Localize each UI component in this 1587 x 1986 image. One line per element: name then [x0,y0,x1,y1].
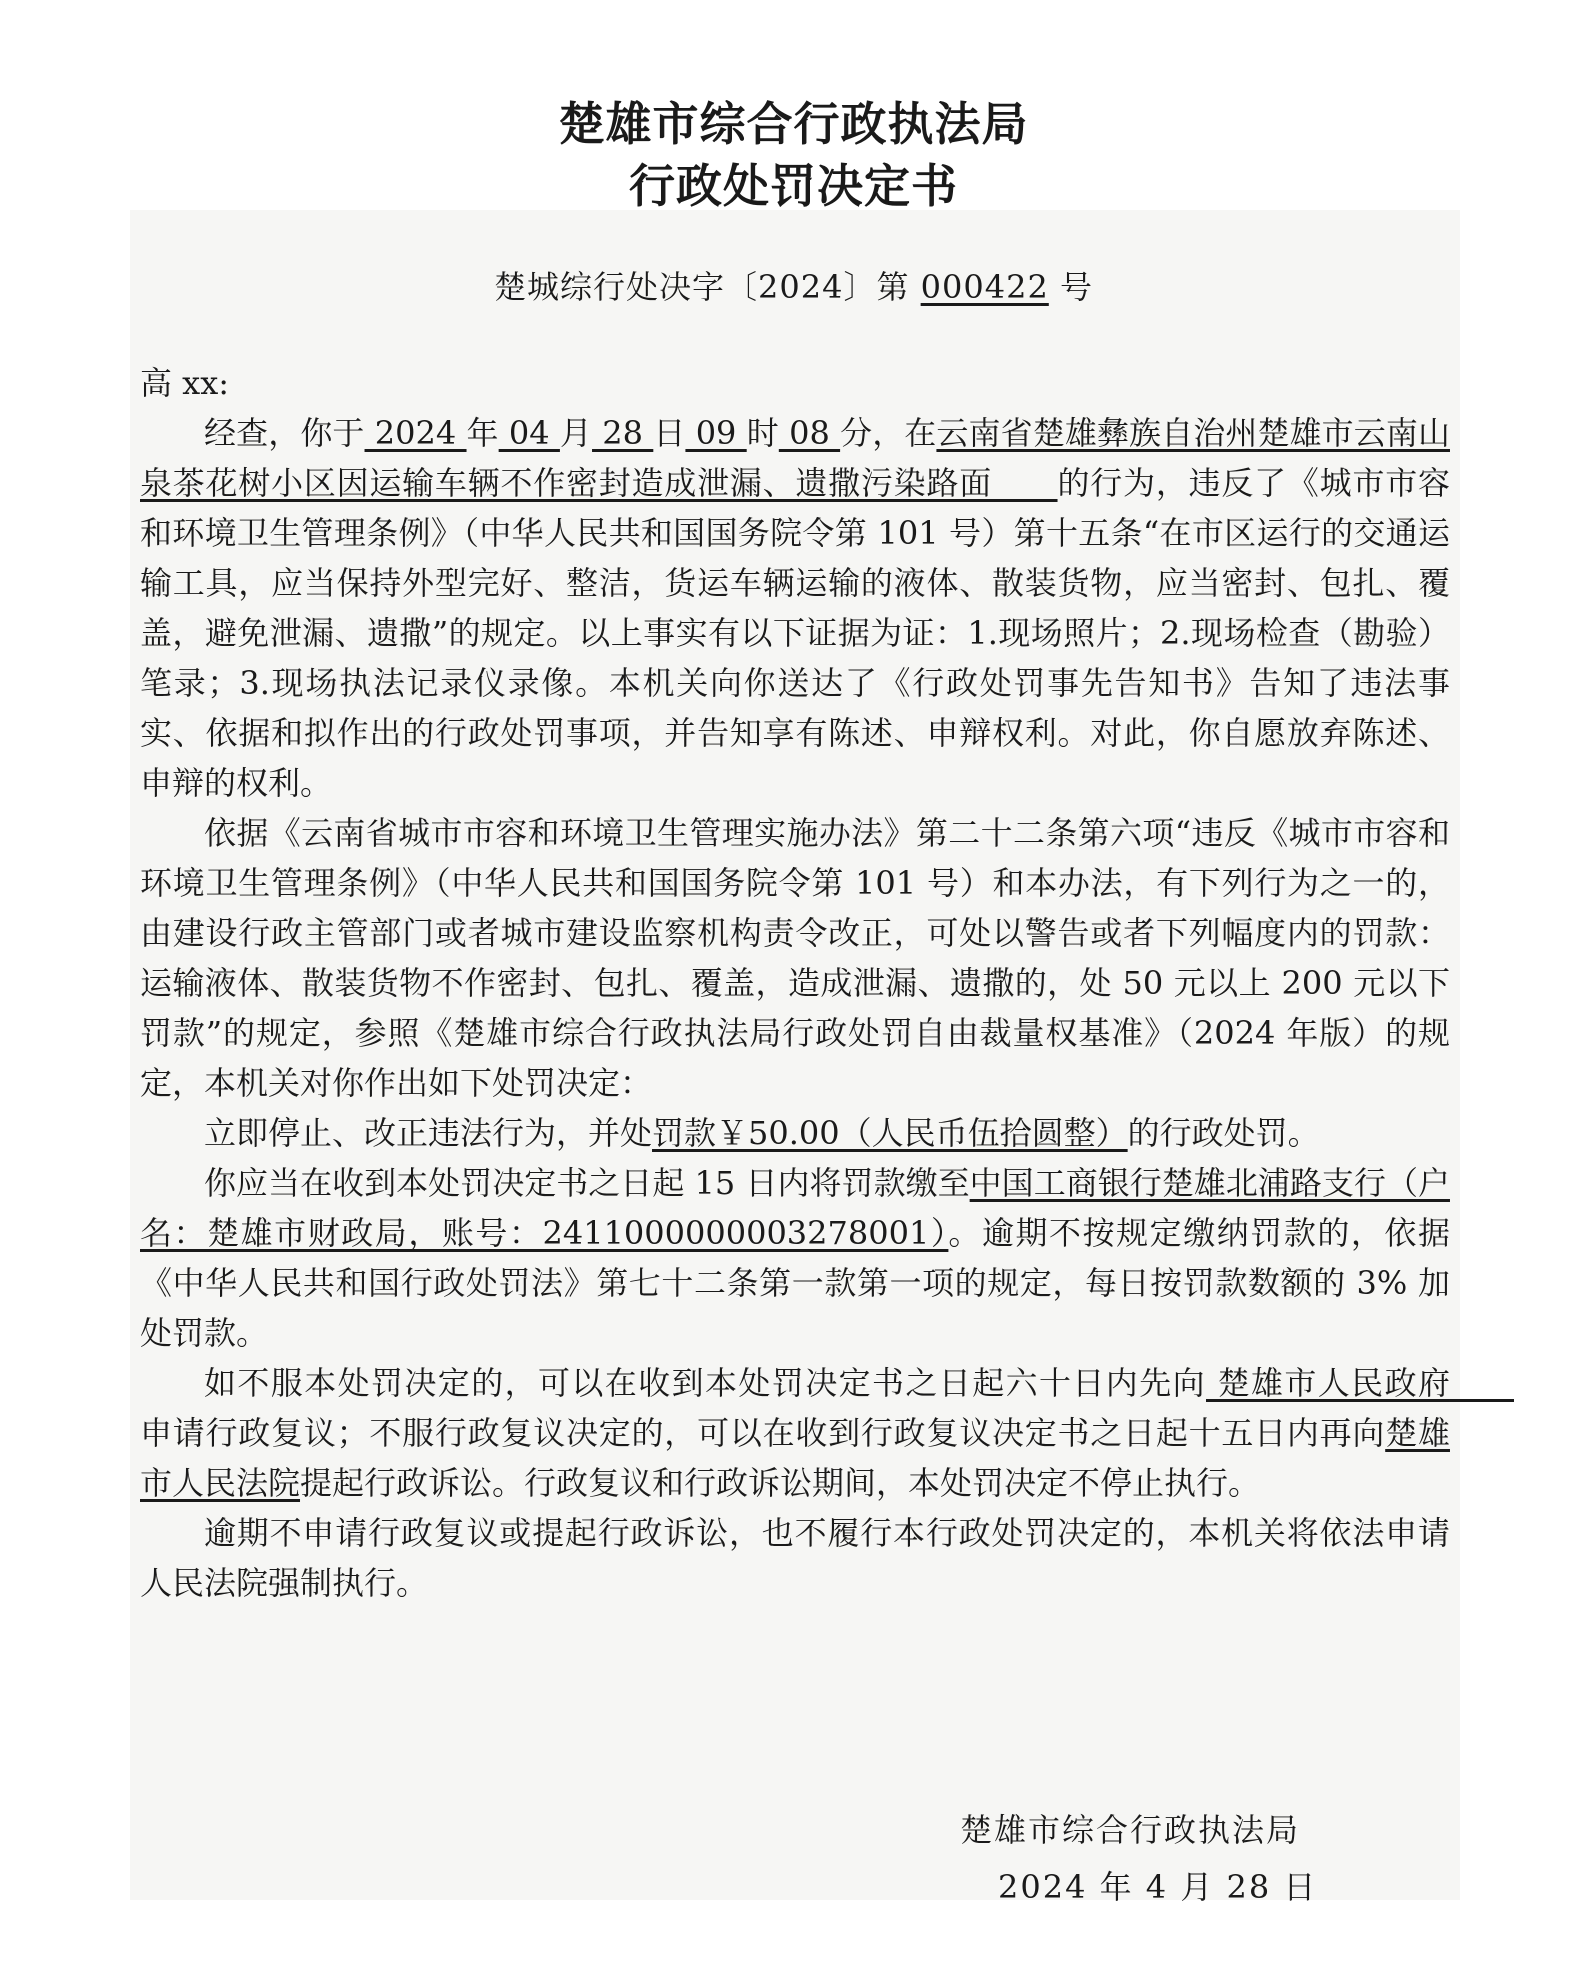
text-segment: 的行政处罚。 [1127,1114,1320,1152]
text-segment: 分，在 [840,414,937,452]
addressee: 高 xx: [140,364,230,402]
filled-day: 28 [592,414,654,452]
document-body [140,358,1514,1608]
filled-year: 2024 [364,414,467,452]
document-number-value: 000422 [920,268,1049,306]
text-segment: 日 [653,414,686,452]
filled-violation-place: 云南省楚雄彝族自治州楚雄市云南山泉茶花树小区因运输车辆不作密封造成泄漏、遗撒污染路面 [140,414,1450,502]
text-segment: 提起行政诉讼。行政复议和行政诉讼期间，本处罚决定不停止执行。 [300,1464,1261,1502]
text-segment: 经查，你于 [204,414,365,452]
filled-month: 04 [498,414,560,452]
text-segment: 月 [559,414,593,452]
text-segment: 如不服本处罚决定的，可以在收到本处罚决定书之日起六十日内先向 [204,1364,1206,1402]
text-segment: 。逾期不按规定缴纳罚款的，依据《中华人民共和国行政处罚法》第七十二条第一款第一项的规定，每日按罚款数额的 3% 加处罚款。 [140,1214,1450,1352]
document-number [0,262,1587,308]
text-segment: 你应当在收到本处罚决定书之日起 15 日内将罚款缴至 [204,1164,970,1202]
paragraph-payment [140,1158,1450,1358]
paragraph-decision [140,1108,1450,1158]
text-segment: 申请行政复议；不服行政复议决定的，可以在收到行政复议决定书之日起十五日内再向 [140,1414,1386,1452]
paragraph-enforcement: 逾期不申请行政复议或提起行政诉讼，也不履行本行政处罚决定的，本机关将依法申请人民法院强制执行。 [140,1514,1450,1602]
filled-review-authority: 楚雄市人民政府 [1206,1364,1514,1402]
filled-minute: 08 [778,414,841,452]
org-title: 楚雄市综合行政执法局 [558,97,1029,151]
signature-org: 楚雄市综合行政执法局 [960,1811,1301,1849]
paragraph-facts [140,408,1450,808]
signature-date: 2024 年 4 月 28 日 [998,1868,1318,1906]
filled-bank-account: 中国工商银行楚雄北浦路支行（户名：楚雄市财政局，账号：2411000000003278001） [140,1164,1450,1252]
document-number-suffix: 号 [1059,268,1093,306]
document-number-prefix: 楚城综行处决字〔2024〕第 [494,268,910,306]
text-segment: 的行为，违反了《城市市容和环境卫生管理条例》（中华人民共和国国务院令第 101 号）第十五条“在市区运行的交通运输工具，应当保持外型完好、整洁，货运车辆运输的液体、散装货物，应当密封、包扎、覆盖，避免泄漏、遗撒”的规定。以上事实有以下证据为证：1.现场照片；2.现场检查（勘验）笔录；3.现场执法记录仪录像。本机关向你送达了《行政处罚事先告知书》告知了违法事实、依据和拟作出的行政处罚事项，并告知享有陈述、申辩权利。对此，你自愿放弃陈述、申辩的权利。 [140,464,1450,802]
filled-fine-amount: 罚款￥50.00（人民币伍拾圆整） [652,1114,1128,1152]
text-segment: 立即停止、改正违法行为，并处 [204,1114,653,1152]
document-title: 行政处罚决定书 [629,159,958,213]
filled-hour: 09 [685,414,747,452]
filled-court: 楚雄市人民法院 [140,1414,1450,1502]
paragraph-appeal [140,1358,1514,1508]
text-segment: 年 [466,414,499,452]
text-segment: 时 [746,414,779,452]
paragraph-legal-basis: 依据《云南省城市市容和环境卫生管理实施办法》第二十二条第六项“违反《城市市容和环境卫生管理条例》（中华人民共和国国务院令第 101 号）和本办法，有下列行为之一的，由建设行政主管部门或者城市建设监察机构责令改正，可处以警告或者下列幅度内的罚款：运输液体、散装货物不作密封、包扎、覆盖，造成泄漏、遗撒的，处 50 元以上 200 元以下罚款”的规定，参照《楚雄市综合行政执法局行政处罚自由裁量权基准》（2024 年版）的规定，本机关对你作出如下处罚决定： [140,814,1450,1102]
